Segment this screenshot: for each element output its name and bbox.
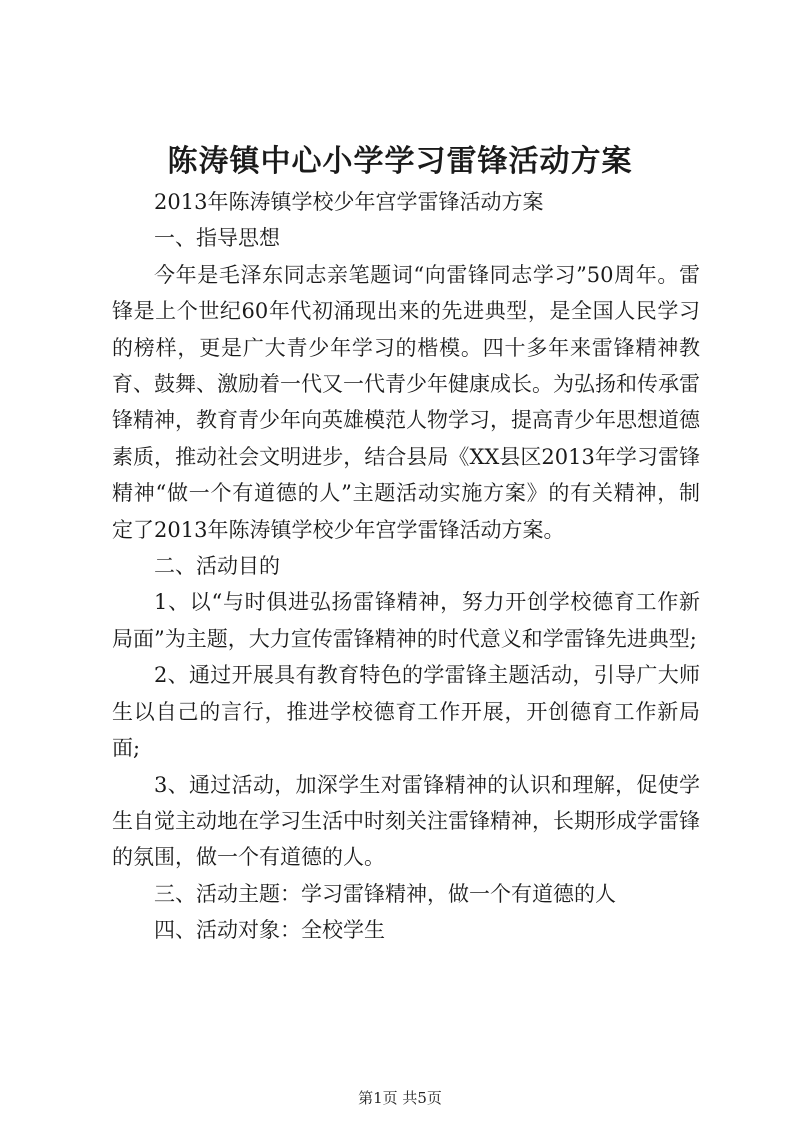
document-title: 陈涛镇中心小学学习雷锋活动方案	[167, 144, 633, 179]
document-body	[112, 184, 700, 949]
purpose-item-2: 2、通过开展具有教育特色的学雷锋主题活动，引导广大师生以自己的言行，推进学校德育工作开展，开创德育工作新局面;	[112, 663, 700, 761]
section-heading-activity-purpose: 二、活动目的	[154, 554, 280, 579]
body-paragraph: 今年是毛泽东同志亲笔题词“向雷锋同志学习”50周年。雷锋是上个世纪60年代初涌现出来的先进典型，是全国人民学习的榜样，更是广大青少年学习的楷模。四十多年来雷锋精神教育、鼓舞、激励着一代又一代青少年健康成长。为弘扬和传承雷锋精神，教育青少年向英雄模范人物学习，提高青少年思想道德素质，推动社会文明进步，结合县局《XX县区2013年学习雷锋精神“做一个有道德的人”主题活动实施方案》的有关精神，制定了2013年陈涛镇学校少年宫学雷锋活动方案。	[112, 262, 700, 542]
section-heading-activity-theme: 三、活动主题：学习雷锋精神，做一个有道德的人	[154, 881, 616, 906]
page-number-footer: 第1页 共5页	[358, 1089, 442, 1107]
section-heading-guiding-ideology: 一、指导思想	[154, 226, 280, 251]
purpose-item-1: 1、以“与时俱进弘扬雷锋精神，努力开创学校德育工作新局面”为主题，大力宣传雷锋精神的时代意义和学雷锋先进典型;	[112, 590, 700, 651]
section-heading-activity-target: 四、活动对象：全校学生	[154, 918, 385, 943]
purpose-item-3: 3、通过活动，加深学生对雷锋精神的认识和理解，促使学生自觉主动地在学习生活中时刻关注雷锋精神，长期形成学雷锋的氛围，做一个有道德的人。	[112, 772, 700, 870]
subtitle-paragraph: 2013年陈涛镇学校少年宫学雷锋活动方案	[154, 190, 544, 214]
